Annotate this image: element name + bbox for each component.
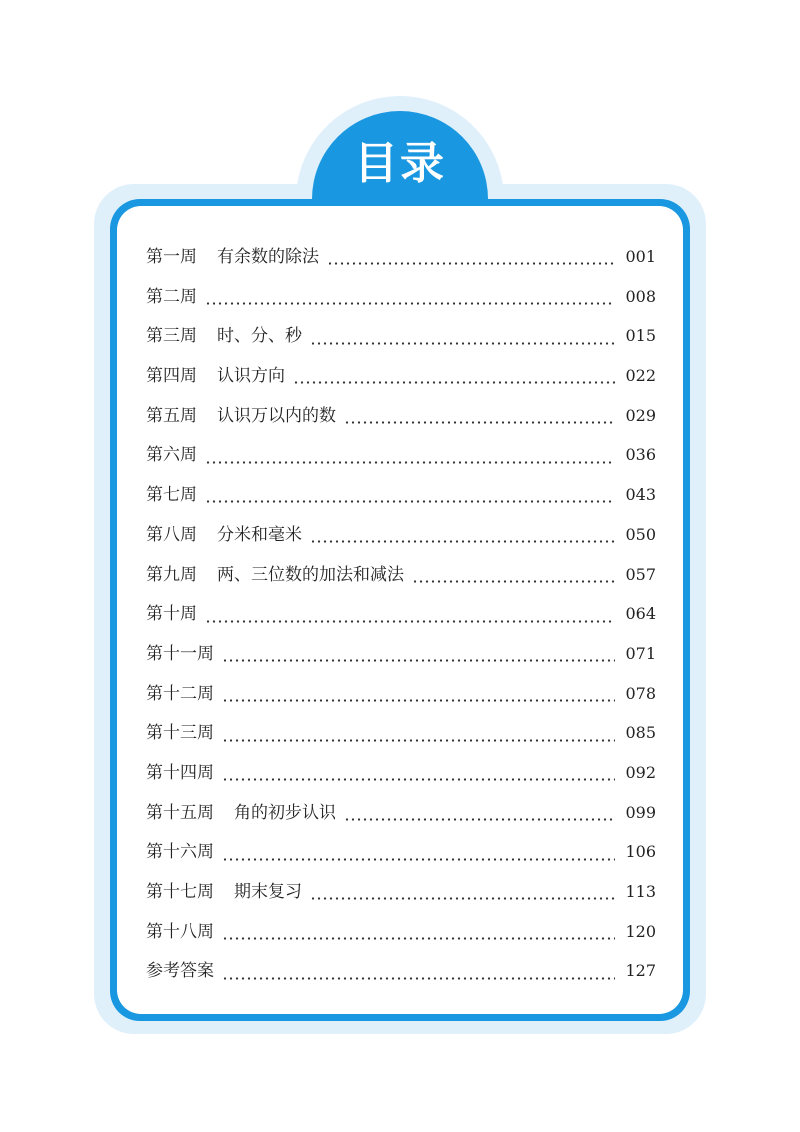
toc-week-label: 第八周 [146, 524, 197, 545]
toc-week-label: 第三周 [146, 326, 197, 347]
toc-page-number: 036 [625, 445, 656, 465]
toc-page-number: 120 [625, 921, 656, 941]
toc-entry[interactable] [146, 361, 656, 401]
toc-week-label: 第七周 [146, 485, 197, 506]
toc-topic: 有余数的除法 [217, 247, 319, 267]
dot-leader [205, 500, 615, 503]
toc-week-label: 第十二周 [146, 683, 214, 704]
toc-page-number: 015 [625, 326, 656, 346]
toc-entry[interactable] [146, 440, 656, 480]
dot-leader [222, 739, 615, 742]
dot-leader [222, 659, 615, 662]
toc-page-number: 064 [625, 604, 656, 624]
dot-leader [222, 977, 615, 980]
toc-entry[interactable] [146, 242, 656, 282]
toc-topic: 期末复习 [234, 882, 302, 902]
toc-entry[interactable] [146, 321, 656, 361]
toc-page-number: 106 [625, 842, 656, 862]
dot-leader [310, 540, 615, 543]
toc-entry[interactable] [146, 917, 656, 957]
toc-entry[interactable] [146, 718, 656, 758]
toc-week-label: 第十六周 [146, 842, 214, 863]
toc-page-number: 001 [625, 247, 656, 266]
toc-week-label: 第一周 [146, 247, 197, 267]
toc-week-label: 第十一周 [146, 643, 214, 664]
dot-leader [293, 381, 615, 384]
toc-entry[interactable] [146, 599, 656, 639]
toc-page-number: 099 [625, 802, 656, 822]
toc-week-label: 第十五周 [146, 802, 214, 823]
dot-leader [344, 818, 615, 821]
toc-page-number: 022 [625, 366, 656, 386]
toc-page-number: 050 [625, 524, 656, 544]
dot-leader [310, 342, 615, 345]
toc-topic: 分米和毫米 [217, 524, 302, 545]
toc-entry[interactable] [146, 560, 656, 600]
toc-page-number: 008 [625, 286, 656, 306]
toc-page-number: 029 [625, 405, 656, 425]
toc-topic: 认识方向 [217, 366, 285, 387]
toc-entry[interactable] [146, 520, 656, 560]
toc-entry[interactable] [146, 798, 656, 838]
toc-week-label: 第十七周 [146, 882, 214, 902]
toc-week-label: 参考答案 [146, 961, 214, 982]
toc-entry[interactable] [146, 956, 656, 996]
toc-topic: 认识万以内的数 [217, 405, 336, 426]
toc-week-label: 第二周 [146, 286, 197, 307]
toc-entry[interactable] [146, 679, 656, 719]
dot-leader [222, 858, 615, 861]
toc-page-number: 071 [625, 643, 656, 663]
toc-page-number: 043 [625, 485, 656, 505]
toc-page-number: 092 [625, 762, 656, 782]
dot-leader [205, 302, 615, 305]
dot-leader [222, 699, 615, 702]
dot-leader [344, 421, 615, 424]
page-title: 目录 [354, 138, 446, 189]
toc-week-label: 第九周 [146, 564, 197, 585]
toc-week-label: 第十周 [146, 604, 197, 625]
toc-page-number: 057 [625, 564, 656, 584]
table-of-contents [146, 242, 656, 996]
toc-entry[interactable] [146, 480, 656, 520]
dot-leader [412, 580, 615, 583]
toc-page-number: 085 [625, 723, 656, 743]
dot-leader [205, 461, 615, 464]
dot-leader [205, 620, 615, 623]
toc-week-label: 第十三周 [146, 723, 214, 744]
toc-entry[interactable] [146, 877, 656, 917]
toc-week-label: 第十四周 [146, 762, 214, 783]
toc-page-number: 127 [625, 961, 656, 981]
toc-entry[interactable] [146, 837, 656, 877]
toc-week-label: 第四周 [146, 366, 197, 387]
toc-topic: 两、三位数的加法和减法 [217, 564, 404, 585]
toc-entry[interactable] [146, 282, 656, 322]
toc-topic: 角的初步认识 [234, 802, 336, 823]
toc-page-number: 078 [625, 683, 656, 703]
dot-leader [327, 262, 615, 265]
dot-leader [222, 778, 615, 781]
toc-entry[interactable] [146, 758, 656, 798]
toc-week-label: 第十八周 [146, 921, 214, 942]
toc-topic: 时、分、秒 [217, 326, 302, 347]
toc-page-number: 113 [625, 882, 656, 901]
dot-leader [222, 937, 615, 940]
dot-leader [310, 897, 615, 900]
toc-week-label: 第五周 [146, 405, 197, 426]
toc-entry[interactable] [146, 639, 656, 679]
toc-week-label: 第六周 [146, 445, 197, 466]
toc-entry[interactable] [146, 401, 656, 441]
